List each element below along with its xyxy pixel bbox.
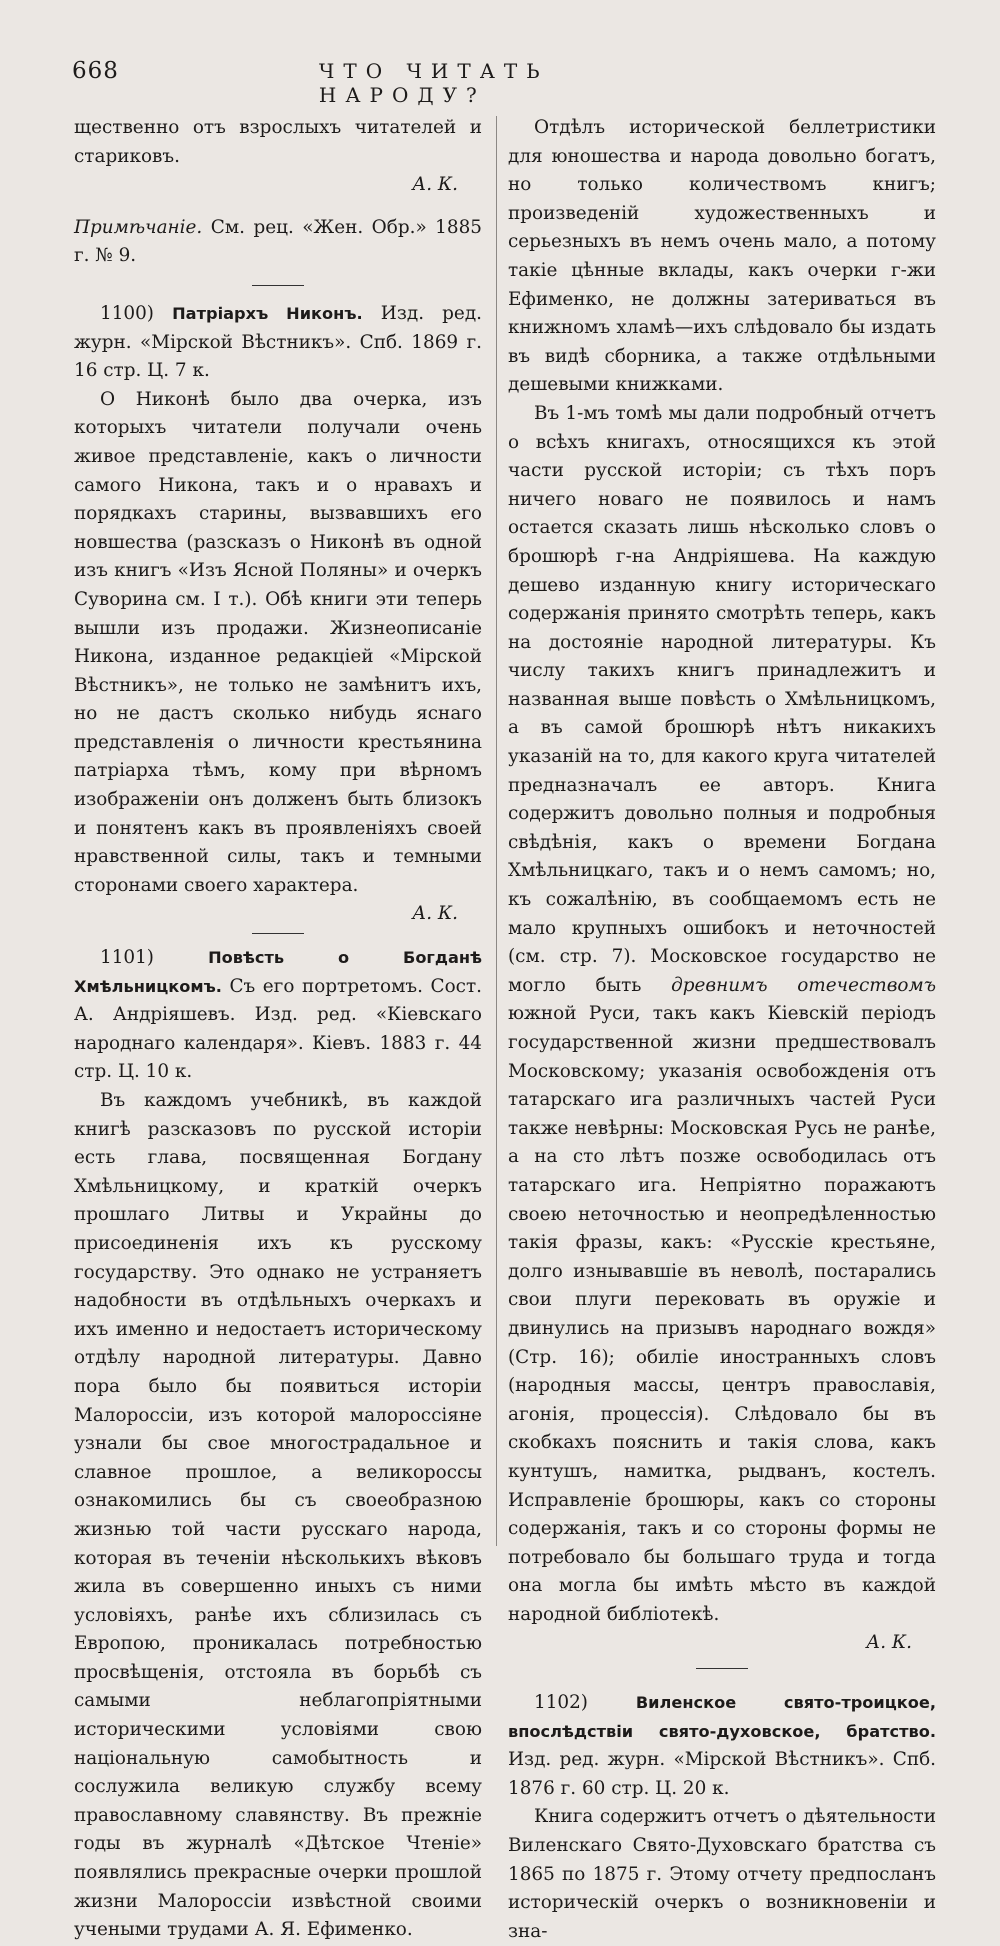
entry-1102-body: Книга содержитъ отчетъ о дѣятельности Виленскаго Свято-Духовскаго братства съ 1865 по 1875 г. Этому отчету предпосланъ историческій очеркъ о возникновеніи и зна- [508,1806,936,1942]
entry-number: 1100) [100,302,154,324]
entry-1101-body: Въ каждомъ учебникѣ, въ каждой книгѣ разсказовъ по русской исторіи есть глава, посвященная Богдану Хмѣльницкому, и краткій очеркъ прошлаго Литвы и Украйны до присоединенія ихъ къ русскому государству. Это однако не устраняетъ надобности въ отдѣльныхъ очеркахъ и ихъ именно и недостаетъ историческому отдѣлу народной литературы. Давно пора было бы появиться исторіи Малороссіи, изъ которой малороссіяне узнали бы свое многострадальное и славное прошлое, а великороссы ознакомились бы съ своеобразною жизнью той части русскаго народа, которая въ теченіи нѣсколькихъ вѣковъ жила въ совершенно иныхъ съ ними условіяхъ, ранѣе ихъ сблизилась съ Европою, проникалась потребностью просвѣщенія, отстояла въ борьбѣ съ самыми неблагопріятными историческими условіями свою національную самобытность и сослужила великую службу всему православному славянству. Въ прежніе годы въ журналѣ «Дѣтское Чтеніе» появлялись прекрасные очерки прошлой жизни Малороссіи извѣстной своими учеными трудами А. Я. Ефименко. [74,1090,482,1941]
entry-title: Повѣсть о Богданѣ Хмѣльницкомъ. [74,948,482,996]
footnote-text: См. рец. «Жен. Обр.» 1885 г. № 9. [74,216,482,267]
page-number: 668 [72,58,119,84]
separator-rule [252,933,304,934]
entry-title: Виленское свято-троицкое, впослѣдствіи свято-духовское, братство. [508,1693,936,1741]
right-column [508,114,936,1946]
separator-rule [252,285,304,286]
entry-info: Съ его портретомъ. Сост. А. Андріяшевъ. Изд. ред. «Кіевскаго народнаго календаря». Кіевъ. 1883 г. 44 стр. Ц. 10 к. [74,975,482,1083]
signature: А. К. [412,174,458,196]
entry-info: Изд. ред. журн. «Мірской Вѣстникъ». Спб. 1876 г. 60 стр. Ц. 20 к. [508,1749,936,1799]
separator-rule [696,1668,748,1669]
footnote-label: Примѣчаніе. [74,216,203,238]
emphasis-text: древнимъ отечествомъ [671,974,936,996]
entry-number: 1101) [100,947,154,969]
paragraph-text: южной Руси, такъ какъ Кіевскій періодъ государственной жизни предшествовалъ Московскому; указанія освобожденія отъ татарскаго ига различныхъ частей Руси также невѣрны: Московская Русь не ранѣе, а на сто лѣтъ позже освободилась отъ татарскаго ига. Непріятно поражаютъ своею неточностью и неопредѣленностью такія фразы, какъ: «Русскіе крестьяне, долго изнывавшіе въ неволѣ, постарались свои плуги перековать въ оружіе и двинулись на призывъ народнаго вождя» (Стр. 16); обиліе иностранныхъ словъ (народныя массы, центръ православія, агонія, процессія). Слѣдовало бы въ скобкахъ пояснить и такія слова, какъ кунтушъ, намитка, рыдванъ, костелъ. Исправленіе брошюры, какъ со стороны содержанія, такъ и со стороны формы не потребовало бы большаго труда и тогда она могла бы имѣть мѣсто въ каждой народной библіотекѣ. [508,1003,936,1625]
entry-1100-body: О Никонѣ было два очерка, изъ которыхъ читатели получали очень живое представленіе, какъ о личности самого Никона, такъ и о нравахъ и порядкахъ старины, вызвавшихъ его новшества (разсказъ о Никонѣ въ одной изъ книгъ «Изъ Ясной Поляны» и очеркъ Суворина см. I т.). Обѣ книги эти теперь вышли изъ продажи. Жизнеописаніе Никона, изданное редакціей «Мірской Вѣстникъ», не только не замѣнитъ ихъ, но не дастъ сколько нибудь яснаго представленія о личности крестьянина патріарха тѣмъ, кому при вѣрномъ изображеніи онъ долженъ быть близокъ и понятенъ какъ въ проявленіяхъ своей нравственной силы, такъ и темными сторонами своего характера. [74,388,482,896]
running-header [72,58,692,107]
running-title: ЧТО ЧИТАТЬ НАРОДУ? [318,59,549,107]
paragraph: Отдѣлъ исторической беллетристики для юношества и народа довольно богатъ, но только количествомъ книгъ; произведеній художественныхъ и серьезныхъ въ немъ очень мало, а потому такіе цѣнные вклады, какъ очерки г-жи Ефименко, не должны затериваться въ книжномъ хламѣ—ихъ слѣдовало бы издать въ видѣ сборника, а также отдѣльными дешевыми книжками. [508,117,936,396]
signature: А. К. [866,1632,912,1654]
continued-text: щественно отъ взрослыхъ читателей и стариковъ. [74,117,482,167]
paragraph [508,400,936,1630]
signature: А. К. [412,903,458,925]
left-column [74,114,482,1945]
entry-1101-heading [74,944,482,1087]
entry-info: Изд. ред. журн. «Мірской Вѣстникъ». Спб. 1869 г. 16 стр. Ц. 7 к. [74,302,482,382]
footnote [74,214,482,271]
entry-number: 1102) [534,1692,588,1714]
entry-title: Патріархъ Никонъ. [172,303,363,323]
entry-1100-heading [74,300,482,386]
entry-1102-heading [508,1689,936,1803]
column-divider [496,116,497,1546]
paragraph-text: Въ 1-мъ томѣ мы дали подробный отчетъ о всѣхъ книгахъ, относящихся къ этой части русской исторіи; съ тѣхъ поръ ничего новаго не появилось и намъ остается сказать лишь нѣсколько словъ о брошюрѣ г-на Андріяшева. На каждую дешево изданную книгу историческаго содержанія принято смотрѣть теперь, какъ на достояніе народной литературы. Къ числу такихъ книгъ принадлежитъ и названная выше повѣсть о Хмѣльницкомъ, а въ самой брошюрѣ нѣтъ никакихъ указаній на то, для какого круга читателей предназначалъ ее авторъ. Книга содержитъ довольно полныя и подробныя свѣдѣнія, какъ о времени Богдана Хмѣльницкаго, такъ и о немъ самомъ; но, къ сожалѣнію, въ сообщаемомъ есть не мало крупныхъ ошибокъ и неточностей (см. стр. 7). Московское государство не могло быть [508,402,936,996]
